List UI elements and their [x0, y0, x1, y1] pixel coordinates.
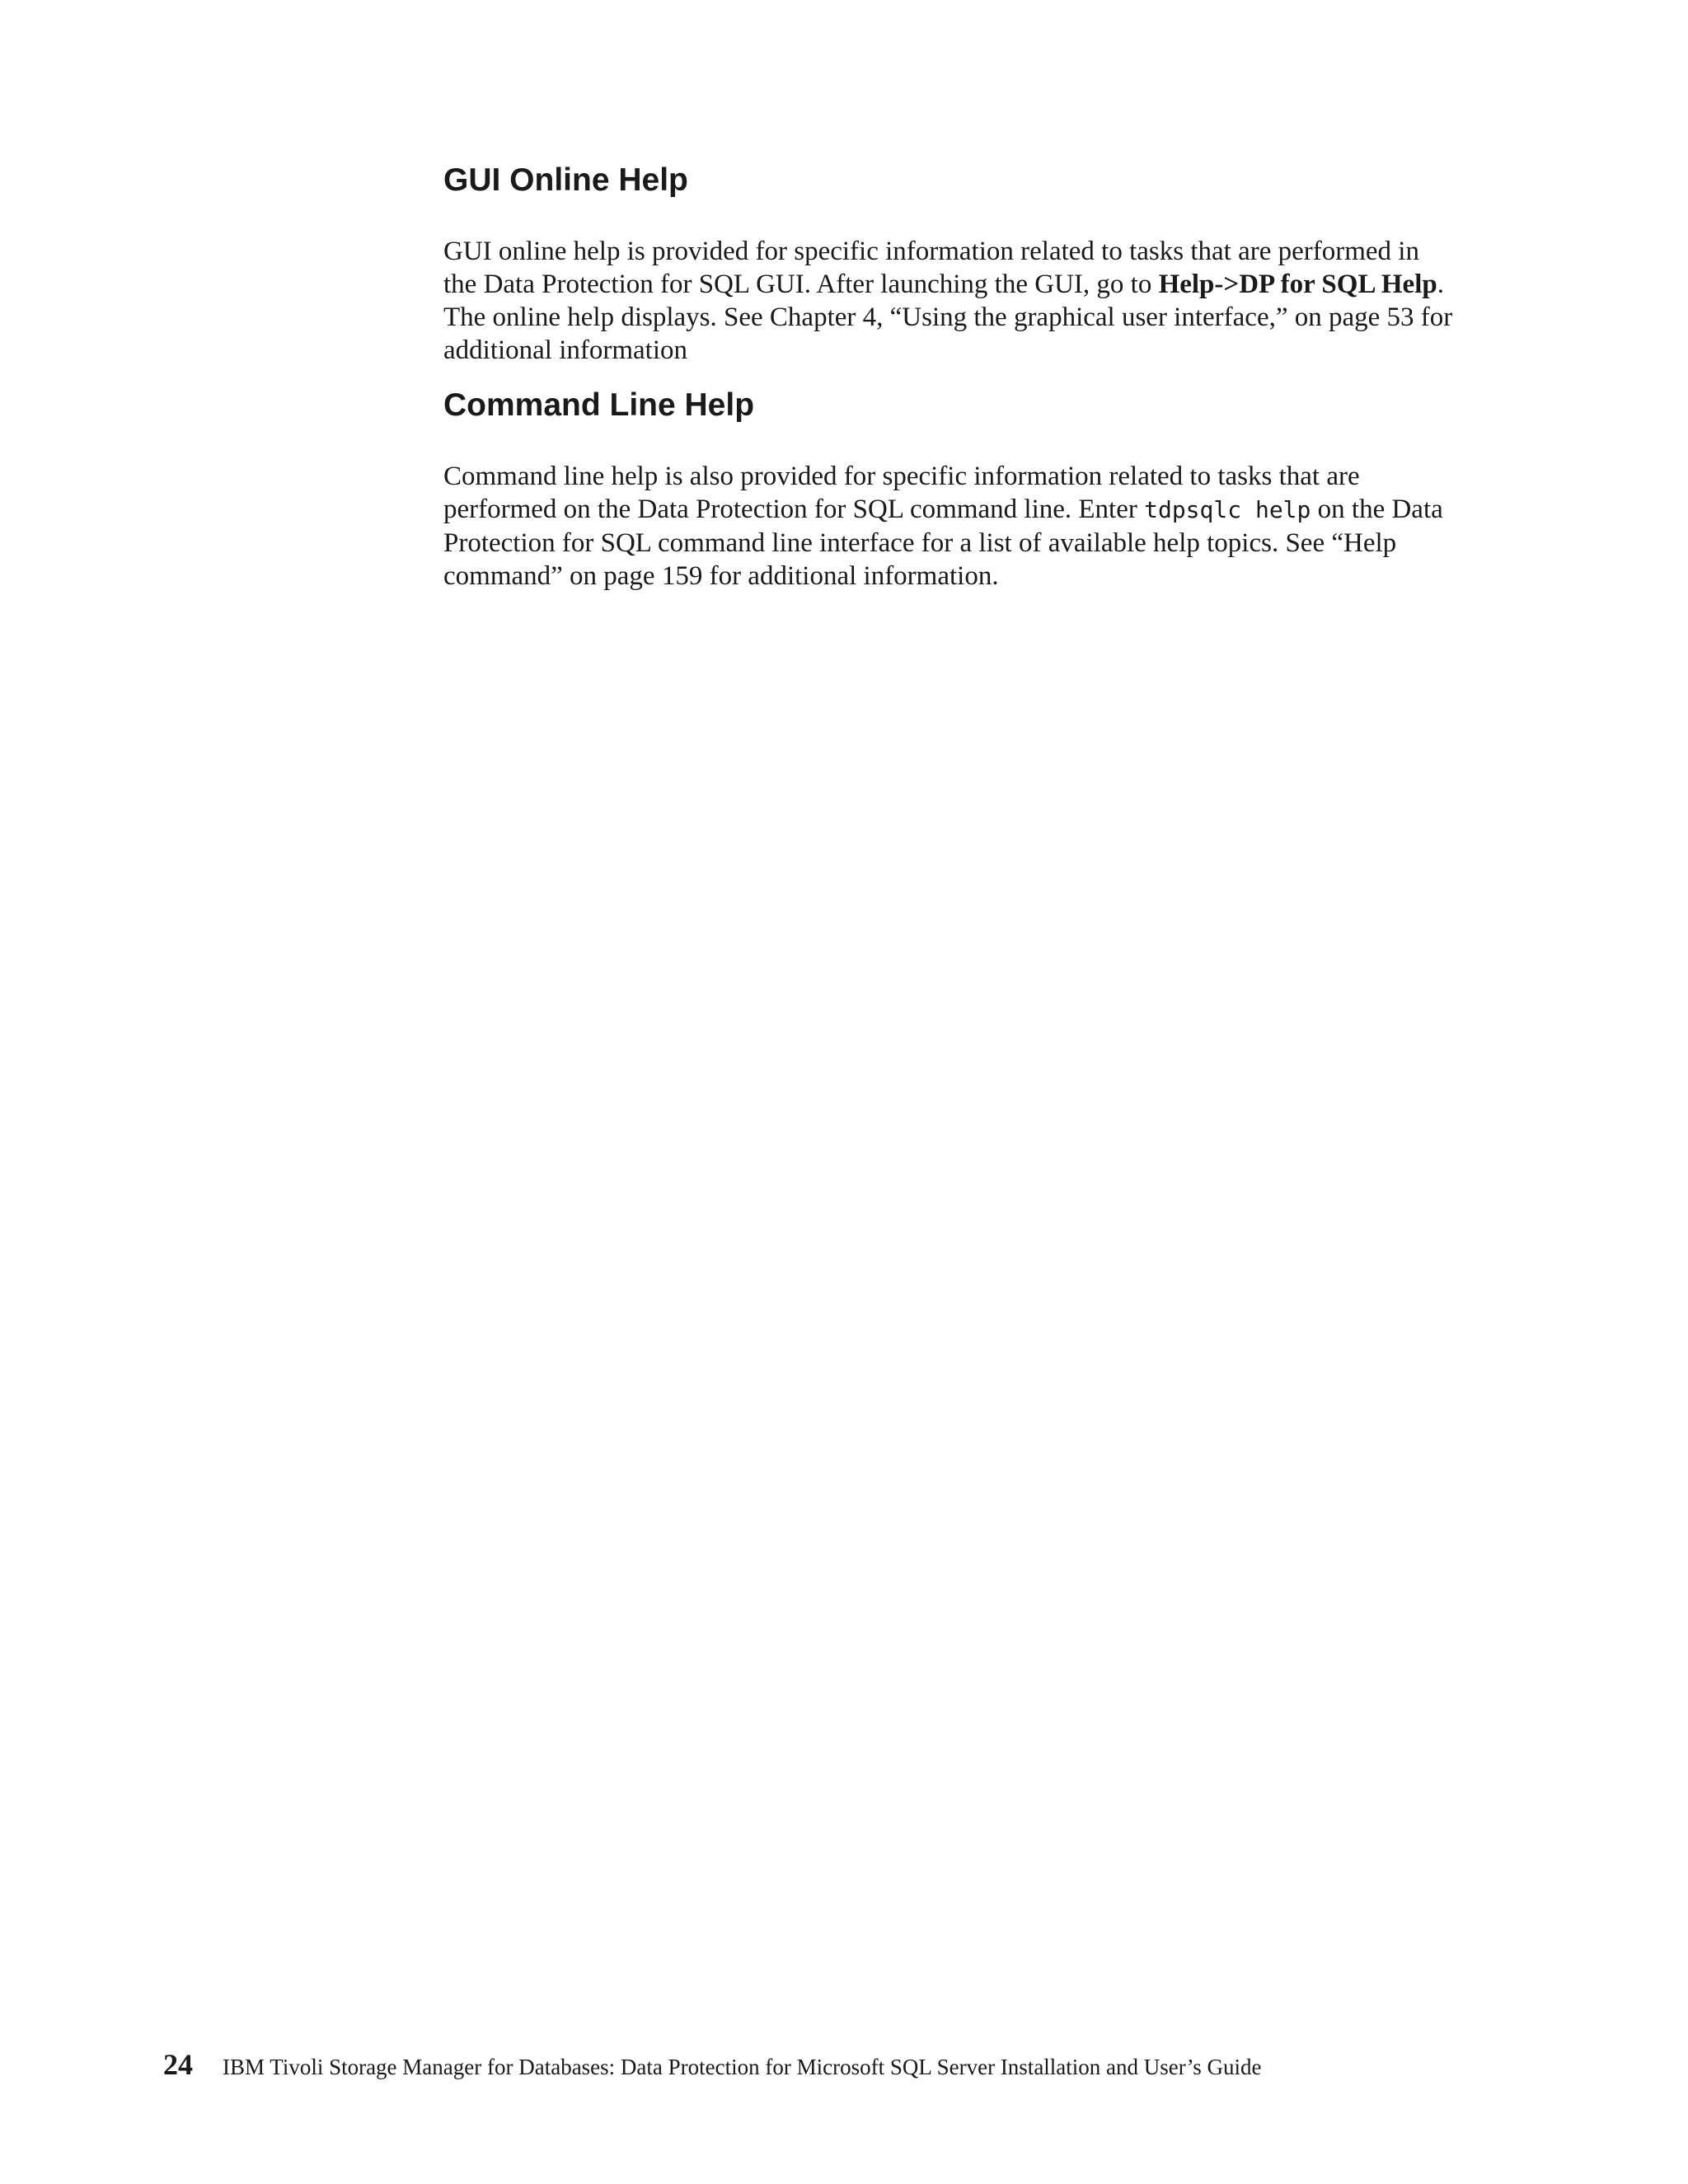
section-command-line-help: [443, 387, 1457, 593]
page-content: [443, 162, 1457, 593]
section-gui-online-help: [443, 162, 1457, 367]
menu-path: Help->DP for SQL Help: [1158, 269, 1437, 299]
paragraph-text: for additional information: [443, 302, 1453, 365]
command-text: tdpsqlc help: [1144, 495, 1311, 523]
page-number: 24: [163, 2048, 193, 2081]
page-footer: [163, 2047, 1262, 2082]
paragraph-text: . The online help displays. See: [443, 269, 1444, 332]
section-heading: GUI Online Help: [443, 162, 688, 198]
paragraph-text: on the Data Protection for SQL command line interface for a list of available help topics. See: [443, 494, 1443, 558]
paragraph-text: GUI online help is provided for specific information related to tasks that are performed in the Data Protection for SQL GUI. After launching the GUI, go to: [443, 236, 1419, 299]
paragraph-text: for additional information.: [702, 560, 999, 591]
section-heading: Command Line Help: [443, 387, 755, 423]
book-title: IBM Tivoli Storage Manager for Databases: Data Protection for Microsoft SQL Server Installation and User’s Guide: [223, 2055, 1262, 2079]
section-paragraph: [443, 460, 1457, 593]
cross-reference-link[interactable]: Chapter 4, “Using the graphical user interface,” on page 53: [769, 302, 1414, 332]
cross-reference-link[interactable]: “Help command” on page 159: [443, 527, 1397, 591]
section-paragraph: [443, 235, 1457, 367]
paragraph-text: Command line help is also provided for specific information related to tasks that are performed on the Data Protection for SQL command line. Enter: [443, 461, 1360, 524]
